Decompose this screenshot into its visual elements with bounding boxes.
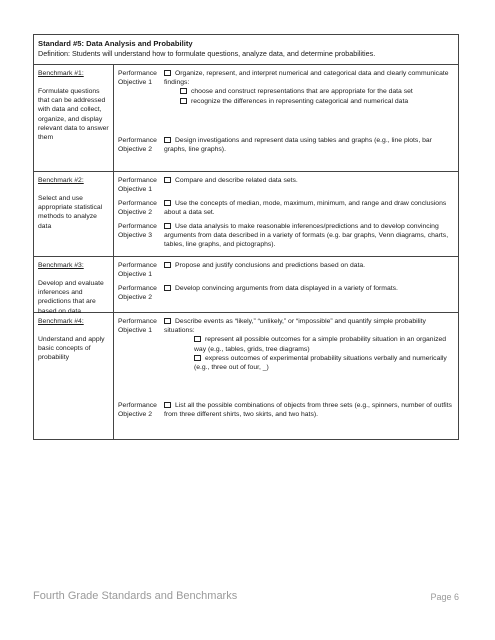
objective-label: Performance Objective 2	[118, 285, 157, 302]
checkbox[interactable]	[164, 223, 171, 229]
benchmark-cell	[34, 172, 114, 256]
objective-text: Design investigations and represent data using tables and graphs (e.g., line plots, bar graphs, line graphs).	[164, 137, 432, 154]
objective-text: Propose and justify conclusions and predictions based on data.	[175, 262, 366, 269]
objective-text: List all the possible combinations of objects from three sets (e.g., spinners, number of outfits from three different shirts, two skirts, and two hats).	[164, 402, 452, 419]
standard-title: Standard #5: Data Analysis and Probability	[38, 39, 193, 48]
benchmark-cell	[34, 65, 114, 171]
objective-label: Performance Objective 1	[118, 262, 157, 279]
standard-definition: Definition: Students will understand how to formulate questions, analyze data, and determine probabilities.	[38, 49, 376, 58]
benchmark-row-1	[34, 65, 458, 172]
benchmark-label: Benchmark #2:	[38, 177, 84, 184]
objective-text: Compare and describe related data sets.	[175, 177, 298, 184]
objective-label: Performance Objective 1	[118, 177, 157, 194]
benchmark-cell	[34, 257, 114, 315]
objectives-column	[114, 172, 458, 256]
objective-row	[114, 222, 458, 250]
standard-header	[34, 35, 458, 65]
checkbox[interactable]	[164, 137, 171, 143]
sub-item: choose and construct representations that are appropriate for the data set	[164, 87, 454, 96]
objective-row	[114, 176, 458, 199]
objective-row	[114, 199, 458, 222]
sub-item: represent all possible outcomes for a simple probability situation in an organized way (e.g., tables, grids, tree diagrams)	[194, 336, 447, 353]
benchmark-row-4	[34, 313, 458, 439]
benchmark-description: Develop and evaluate inferences and predictions that are based on data	[38, 280, 104, 315]
benchmark-description: Understand and apply basic concepts of probability	[38, 336, 105, 362]
objectives-column	[114, 313, 458, 439]
benchmark-description: Formulate questions that can be addressed with data and collect, organize, and display relevant data to answer them	[38, 88, 109, 142]
footer-title: Fourth Grade Standards and Benchmarks	[33, 590, 238, 602]
checkbox[interactable]	[194, 355, 201, 361]
benchmark-cell	[34, 313, 114, 439]
objectives-column	[114, 65, 458, 171]
objective-label: Performance Objective 1	[118, 70, 157, 87]
standards-table	[33, 34, 459, 440]
benchmark-description: Select and use appropriate statistical methods to analyze data	[38, 195, 103, 230]
objective-text: Develop convincing arguments from data displayed in a variety of formats.	[175, 285, 398, 292]
benchmark-row-2	[34, 172, 458, 257]
objective-label: Performance Objective 3	[118, 223, 157, 240]
benchmark-label: Benchmark #4:	[38, 318, 84, 325]
benchmark-row-3	[34, 257, 458, 313]
checkbox[interactable]	[164, 402, 171, 408]
objective-row	[114, 401, 458, 419]
checkbox[interactable]	[180, 98, 187, 104]
objective-text: Use the concepts of median, mode, maximum, minimum, and range and draw conclusions about a data set.	[164, 200, 447, 217]
objective-label: Performance Objective 2	[118, 137, 157, 154]
checkbox[interactable]	[164, 318, 171, 324]
sub-item: recognize the differences in representing categorical and numerical data	[164, 97, 454, 106]
objective-label: Performance Objective 2	[118, 402, 157, 419]
objective-row	[114, 69, 458, 136]
page-footer	[33, 590, 459, 602]
objective-row	[114, 317, 458, 401]
objectives-column	[114, 257, 458, 312]
objective-text: Organize, represent, and interpret numerical and categorical data and clearly communicate findings:	[164, 70, 449, 87]
objective-text: Describe events as “likely,” “unlikely,” or “impossible” and quantify simple probability situations:	[164, 318, 426, 335]
page-number: Page 6	[430, 592, 459, 602]
objective-label: Performance Objective 2	[118, 200, 157, 217]
checkbox[interactable]	[164, 177, 171, 183]
sub-item: express outcomes of experimental probability situations verbally and numerically (e.g., three out of four, _)	[194, 354, 447, 372]
checkbox[interactable]	[194, 336, 201, 342]
checkbox[interactable]	[180, 88, 187, 94]
checkbox[interactable]	[164, 200, 171, 206]
objective-label: Performance Objective 1	[118, 318, 157, 335]
objective-text: Use data analysis to make reasonable inferences/predictions and to develop convincing arguments from data described in a variety of formats (e.g. bar graphs, Venn diagrams, charts, tables, line graphs, and pictographs).	[164, 223, 449, 249]
checkbox[interactable]	[164, 262, 171, 268]
checkbox[interactable]	[164, 285, 171, 291]
checkbox[interactable]	[164, 70, 171, 76]
objective-row	[114, 261, 458, 284]
objective-row	[114, 284, 458, 302]
benchmark-label: Benchmark #3:	[38, 262, 84, 269]
benchmark-label: Benchmark #1:	[38, 70, 84, 77]
objective-row	[114, 136, 458, 154]
